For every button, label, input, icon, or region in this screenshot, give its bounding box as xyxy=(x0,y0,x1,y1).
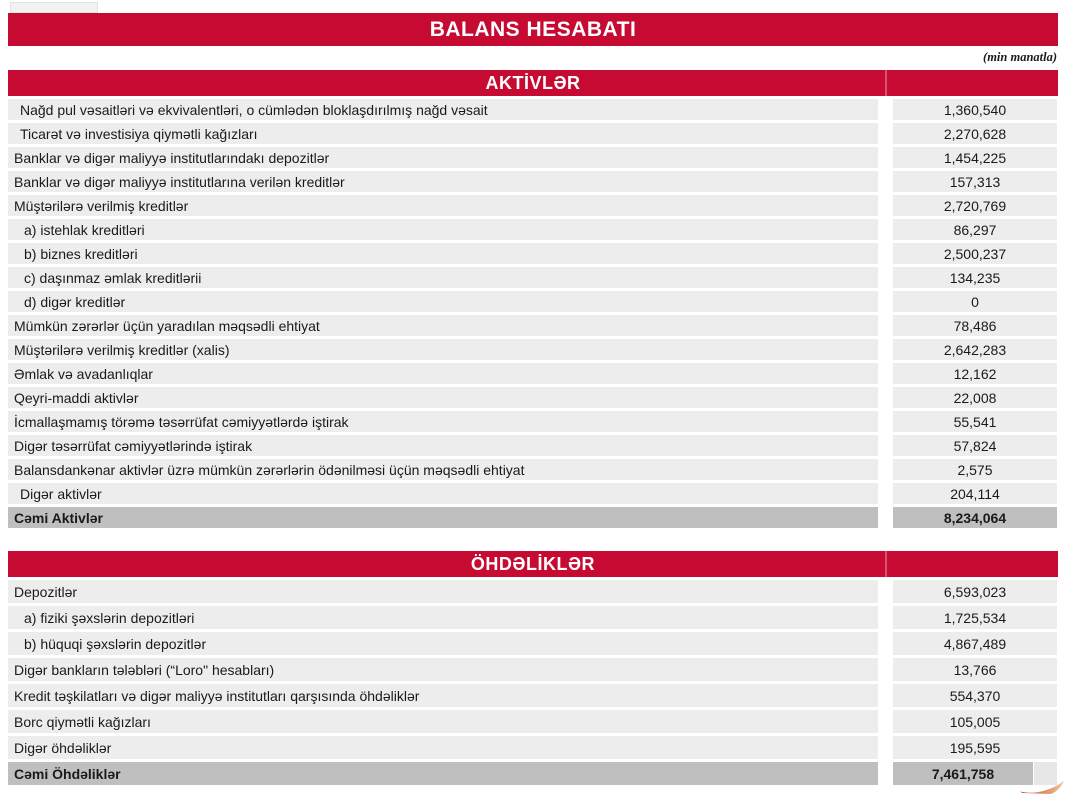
table-row xyxy=(8,658,1058,681)
row-label: Borc qiymətli kağızları xyxy=(8,710,878,733)
assets-rows xyxy=(8,99,1058,528)
liabilities-rows xyxy=(8,580,1058,785)
row-value: 2,720,769 xyxy=(893,195,1057,216)
row-label: a) fiziki şəxslərin depozitləri xyxy=(8,606,878,629)
row-label: Əmlak və avadanlıqlar xyxy=(8,363,878,384)
table-row xyxy=(8,123,1058,144)
row-value: 195,595 xyxy=(893,736,1057,759)
corner-swoosh-icon xyxy=(1020,781,1064,794)
row-value: 6,593,023 xyxy=(893,580,1057,603)
row-value: 4,867,489 xyxy=(893,632,1057,655)
section-assets xyxy=(8,70,1058,531)
row-value: 554,370 xyxy=(893,684,1057,707)
row-label: b) biznes kreditləri xyxy=(8,243,878,264)
row-label: b) hüquqi şəxslərin depozitlər xyxy=(8,632,878,655)
table-row xyxy=(8,483,1058,504)
row-label: Mümkün zərərlər üçün yaradılan məqsədli ehtiyat xyxy=(8,315,878,336)
row-value: 8,234,064 xyxy=(893,507,1057,528)
row-label: Digər təsərrüfat cəmiyyətlərində iştirak xyxy=(8,435,878,456)
table-row xyxy=(8,411,1058,432)
row-label: Cəmi Aktivlər xyxy=(8,507,878,528)
assets-header-label: AKTİVLƏR xyxy=(485,72,581,93)
row-value: 12,162 xyxy=(893,363,1057,384)
row-value: 2,575 xyxy=(893,459,1057,480)
row-label: Nağd pul vəsaitləri və ekvivalentləri, o cümlədən bloklaşdırılmış nağd vəsait xyxy=(8,99,878,120)
row-label: Digər bankların tələbləri (“Loro" hesabları) xyxy=(8,658,878,681)
row-label: Ticarət və investisiya qiymətli kağızları xyxy=(8,123,878,144)
table-row xyxy=(8,762,1058,785)
row-label: c) daşınmaz əmlak kreditlərii xyxy=(8,267,878,288)
row-label: Müştərilərə verilmiş kreditlər (xalis) xyxy=(8,339,878,360)
row-label: Qeyri-maddi aktivlər xyxy=(8,387,878,408)
row-value: 2,500,237 xyxy=(893,243,1057,264)
row-value: 0 xyxy=(893,291,1057,312)
row-value: 204,114 xyxy=(893,483,1057,504)
unit-note: (min manatla) xyxy=(983,50,1057,64)
table-row xyxy=(8,710,1058,733)
row-value: 2,270,628 xyxy=(893,123,1057,144)
table-row xyxy=(8,459,1058,480)
liabilities-header-label: ÖHDƏLİKLƏR xyxy=(470,553,596,574)
row-label: Müştərilərə verilmiş kreditlər xyxy=(8,195,878,216)
row-label: d) digər kreditlər xyxy=(8,291,878,312)
table-row xyxy=(8,363,1058,384)
table-row xyxy=(8,195,1058,216)
row-value: 2,642,283 xyxy=(893,339,1057,360)
section-liabilities xyxy=(8,551,1058,788)
row-value: 1,360,540 xyxy=(893,99,1057,120)
table-row xyxy=(8,219,1058,240)
table-row xyxy=(8,580,1058,603)
table-row xyxy=(8,267,1058,288)
report-title: BALANS HESABATI xyxy=(429,17,637,41)
table-row xyxy=(8,171,1058,192)
row-value: 7,461,758 xyxy=(893,762,1033,785)
report-title-bar xyxy=(8,13,1058,46)
table-row xyxy=(8,339,1058,360)
row-value: 55,541 xyxy=(893,411,1057,432)
row-value: 22,008 xyxy=(893,387,1057,408)
row-value: 13,766 xyxy=(893,658,1057,681)
row-value: 1,454,225 xyxy=(893,147,1057,168)
table-row xyxy=(8,507,1058,528)
row-label: İcmallaşmamış törəmə təsərrüfat cəmiyyətlərdə iştirak xyxy=(8,411,878,432)
table-row xyxy=(8,387,1058,408)
row-value: 57,824 xyxy=(893,435,1057,456)
row-label: Kredit təşkilatları və digər maliyyə institutları qarşısında öhdəliklər xyxy=(8,684,878,707)
row-value: 157,313 xyxy=(893,171,1057,192)
table-row xyxy=(8,243,1058,264)
table-row xyxy=(8,606,1058,629)
row-label: Digər aktivlər xyxy=(8,483,878,504)
row-value: 1,725,534 xyxy=(893,606,1057,629)
table-row xyxy=(8,291,1058,312)
row-value: 86,297 xyxy=(893,219,1057,240)
table-row xyxy=(8,99,1058,120)
row-label: Banklar və digər maliyyə institutlarındakı depozitlər xyxy=(8,147,878,168)
row-label: Digər öhdəliklər xyxy=(8,736,878,759)
table-row xyxy=(8,736,1058,759)
row-label: Cəmi Öhdəliklər xyxy=(8,762,878,785)
row-value: 105,005 xyxy=(893,710,1057,733)
row-value: 78,486 xyxy=(893,315,1057,336)
table-row xyxy=(8,147,1058,168)
table-row xyxy=(8,632,1058,655)
row-label: Balansdankənar aktivlər üzrə mümkün zərərlərin ödənilməsi üçün məqsədli ehtiyat xyxy=(8,459,878,480)
assets-header-bar xyxy=(8,70,1058,96)
row-value: 134,235 xyxy=(893,267,1057,288)
table-row xyxy=(8,435,1058,456)
table-row xyxy=(8,315,1058,336)
row-label: Banklar və digər maliyyə institutlarına verilən kreditlər xyxy=(8,171,878,192)
row-label: a) istehlak kreditləri xyxy=(8,219,878,240)
row-label: Depozitlər xyxy=(8,580,878,603)
liabilities-header-bar xyxy=(8,551,1058,577)
table-row xyxy=(8,684,1058,707)
scroll-artifact xyxy=(10,2,98,13)
